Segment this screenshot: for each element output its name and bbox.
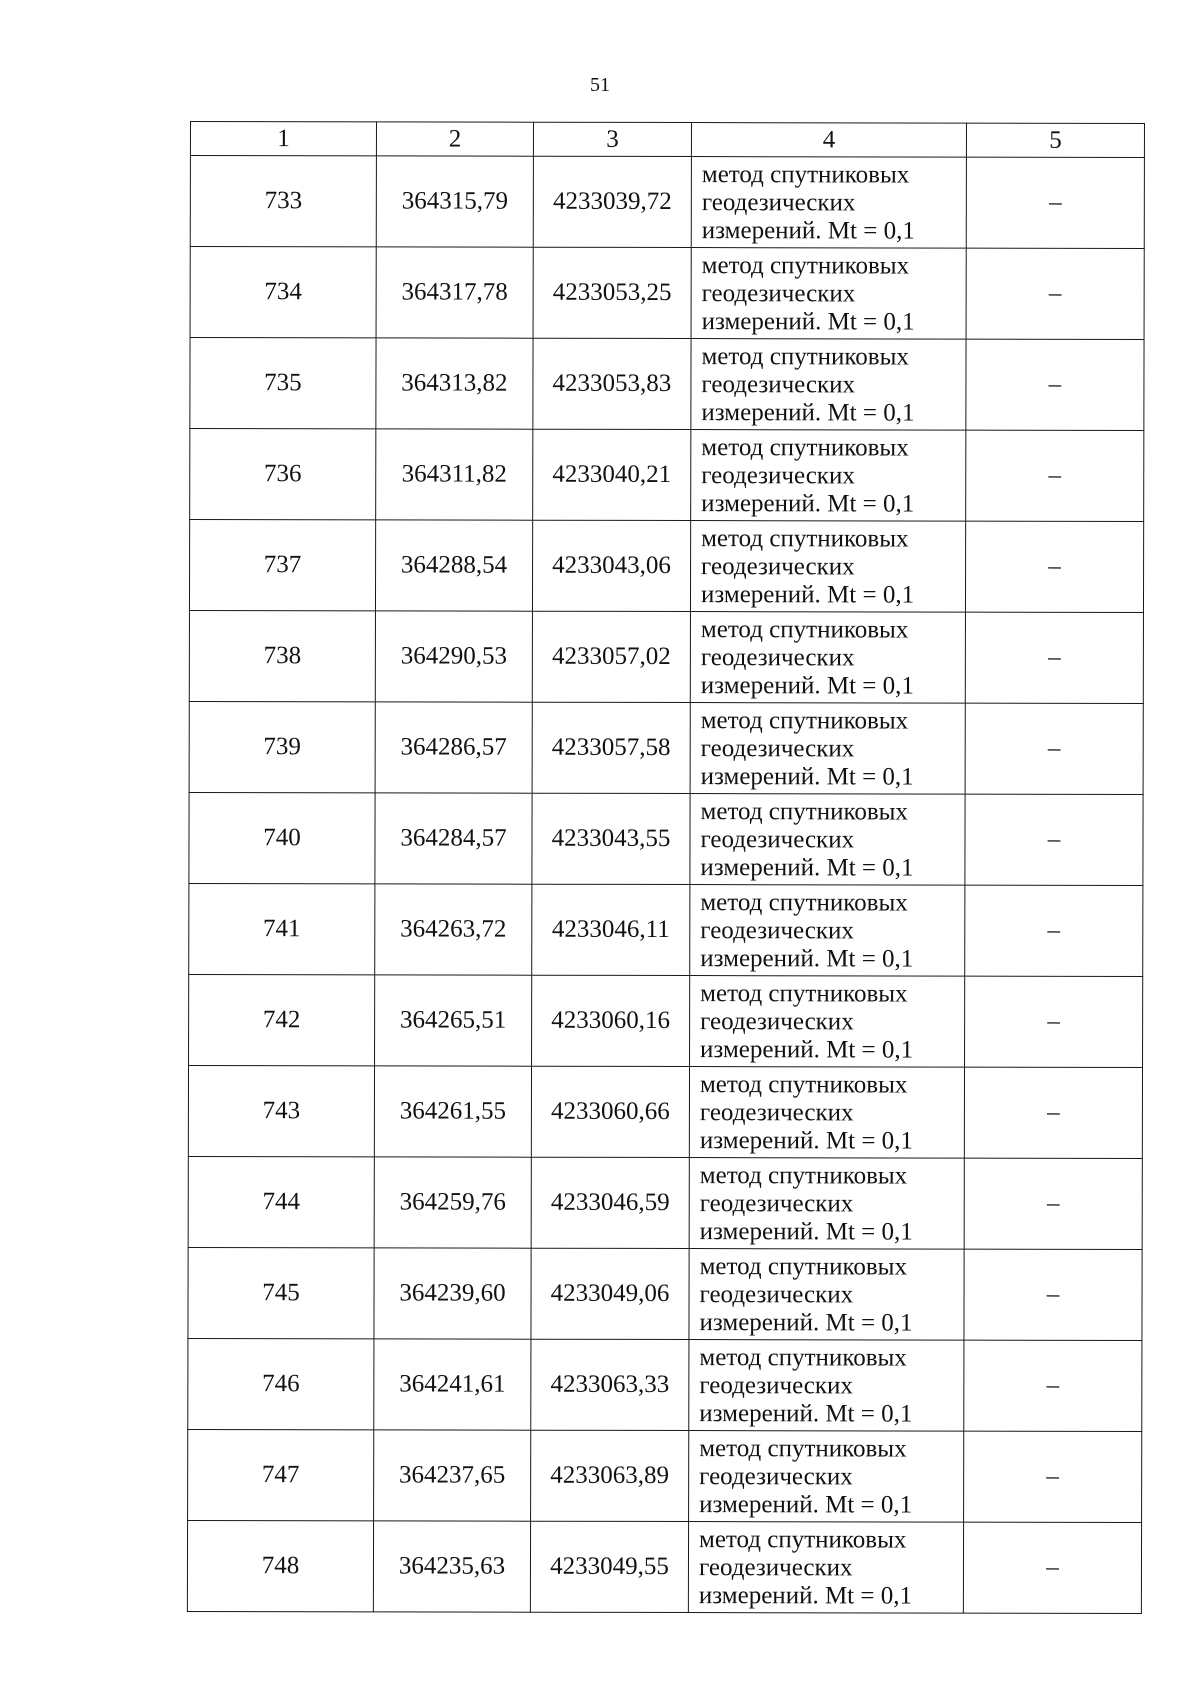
point-number-cell: 741 [189,883,375,974]
table-row [190,247,1144,340]
method-line: измерений. Mt = 0,1 [699,1127,913,1155]
method-line: геодезических [700,644,855,672]
method-line: метод спутниковых [699,1344,907,1372]
point-number-cell: 735 [190,338,376,429]
note-cell: – [966,339,1144,430]
table-row [190,429,1144,522]
method-cell [691,339,966,431]
method-line: метод спутниковых [701,434,909,462]
note-cell: – [965,612,1143,703]
point-number-cell: 738 [189,611,375,702]
table-row [189,701,1143,794]
table-header-row [190,122,1144,158]
method-cell [690,885,965,977]
point-number-cell: 739 [189,701,375,792]
point-number-cell: 743 [188,1065,374,1156]
method-line: измерений. Mt = 0,1 [700,945,914,973]
method-line: метод спутниковых [699,1162,908,1190]
method-line: метод спутниковых [701,525,909,553]
method-cell [690,976,965,1068]
point-number-cell: 742 [189,974,375,1065]
y-coordinate-cell: 4233053,25 [533,247,691,338]
method-line: метод спутниковых [699,1526,907,1554]
method-line: измерений. Mt = 0,1 [701,217,915,245]
x-coordinate-cell: 364284,57 [375,793,532,884]
column-header: 5 [966,123,1144,157]
point-number-cell: 736 [190,429,376,520]
y-coordinate-cell: 4233060,66 [531,1066,689,1157]
table-body [187,156,1144,1614]
note-cell: – [965,976,1143,1067]
note-cell: – [965,521,1143,612]
method-line: метод спутниковых [700,798,908,826]
method-line: метод спутниковых [701,252,910,280]
method-line: измерений. Mt = 0,1 [701,490,915,518]
method-line: метод спутниковых [699,1435,907,1463]
table-row [189,611,1143,704]
y-coordinate-cell: 4233043,55 [532,793,690,884]
method-cell [689,1158,964,1250]
table-row [189,883,1143,976]
table-row [187,1520,1141,1613]
x-coordinate-cell: 364265,51 [375,975,532,1066]
method-line: метод спутниковых [700,889,908,917]
table-row [188,1156,1142,1249]
method-cell [690,521,965,613]
method-cell [691,430,966,522]
point-number-cell: 733 [190,156,376,247]
method-line: геодезических [701,189,856,217]
method-line: геодезических [701,371,856,399]
x-coordinate-cell: 364290,53 [375,611,532,702]
page-number: 51 [590,74,610,96]
table-row [189,792,1143,885]
method-line: геодезических [701,462,855,490]
method-line: метод спутниковых [701,343,909,371]
table-row [188,1338,1142,1431]
method-line: метод спутниковых [699,1071,908,1099]
note-cell: – [966,430,1144,521]
method-line: геодезических [699,1099,854,1127]
method-line: геодезических [700,917,854,945]
y-coordinate-cell: 4233063,89 [531,1430,689,1521]
point-number-cell: 737 [189,520,375,611]
y-coordinate-cell: 4233046,11 [532,884,690,975]
table-row [188,1065,1142,1158]
method-line: геодезических [699,1281,854,1309]
table-row [190,156,1144,249]
y-coordinate-cell: 4233043,06 [532,520,690,611]
table-row [189,520,1143,613]
method-line: метод спутниковых [699,1253,908,1281]
method-line: геодезических [699,1372,853,1400]
method-line: геодезических [700,735,855,763]
method-cell [691,248,966,340]
note-cell: – [966,157,1144,248]
x-coordinate-cell: 364315,79 [376,156,533,247]
y-coordinate-cell: 4233039,72 [533,156,691,247]
note-cell: – [964,1340,1142,1431]
note-cell: – [965,885,1143,976]
note-cell: – [964,1158,1142,1249]
point-number-cell: 740 [189,792,375,883]
x-coordinate-cell: 364239,60 [374,1248,531,1339]
method-line: измерений. Mt = 0,1 [701,308,915,336]
method-line: метод спутниковых [700,707,909,735]
method-line: измерений. Mt = 0,1 [698,1582,913,1610]
method-cell [688,1522,963,1614]
y-coordinate-cell: 4233060,16 [532,975,690,1066]
note-cell: – [963,1522,1141,1613]
y-coordinate-cell: 4233049,06 [531,1248,689,1339]
x-coordinate-cell: 364313,82 [376,338,533,429]
x-coordinate-cell: 364235,63 [373,1521,530,1612]
y-coordinate-cell: 4233063,33 [531,1339,689,1430]
x-coordinate-cell: 364241,61 [374,1339,531,1430]
method-line: геодезических [701,553,855,581]
point-number-cell: 746 [188,1338,374,1429]
method-cell [691,157,966,249]
table-row [190,338,1144,431]
table-row [189,974,1143,1067]
method-cell [689,1067,964,1159]
column-header: 2 [376,122,533,156]
note-cell: – [964,1067,1142,1158]
method-line: измерений. Mt = 0,1 [699,1309,913,1337]
method-line: измерений. Mt = 0,1 [699,1400,913,1428]
method-cell [689,1431,964,1523]
note-cell: – [964,1431,1142,1522]
method-line: метод спутниковых [700,616,909,644]
y-coordinate-cell: 4233057,58 [532,702,690,793]
method-line: геодезических [701,280,856,308]
x-coordinate-cell: 364286,57 [375,702,532,793]
method-cell [690,794,965,886]
y-coordinate-cell: 4233049,55 [530,1521,688,1612]
x-coordinate-cell: 364261,55 [374,1066,531,1157]
point-number-cell: 744 [188,1156,374,1247]
x-coordinate-cell: 364237,65 [374,1430,531,1521]
method-line: измерений. Mt = 0,1 [700,672,914,700]
y-coordinate-cell: 4233046,59 [531,1157,689,1248]
method-line: измерений. Mt = 0,1 [700,763,914,791]
x-coordinate-cell: 364263,72 [375,884,532,975]
y-coordinate-cell: 4233040,21 [533,429,691,520]
column-header: 1 [190,122,376,156]
method-line: геодезических [700,826,855,854]
note-cell: – [966,248,1144,339]
x-coordinate-cell: 364311,82 [376,429,533,520]
note-cell: – [964,1249,1142,1340]
method-line: измерений. Mt = 0,1 [700,1036,914,1064]
column-header: 3 [533,122,691,156]
method-line: геодезических [698,1554,853,1582]
method-line: геодезических [699,1190,854,1218]
column-header: 4 [691,123,966,158]
point-number-cell: 747 [188,1429,374,1520]
method-line: измерений. Mt = 0,1 [699,1491,913,1519]
method-cell [690,703,965,795]
x-coordinate-cell: 364317,78 [376,247,533,338]
method-cell [689,1249,964,1341]
point-number-cell: 748 [187,1520,373,1611]
method-cell [689,1340,964,1432]
coordinates-table [187,121,1145,1614]
y-coordinate-cell: 4233053,83 [533,338,691,429]
method-line: метод спутниковых [701,161,910,189]
x-coordinate-cell: 364288,54 [375,520,532,611]
table-row [188,1247,1142,1340]
method-line: измерений. Mt = 0,1 [700,581,915,609]
method-line: геодезических [699,1463,853,1491]
point-number-cell: 745 [188,1247,374,1338]
x-coordinate-cell: 364259,76 [374,1157,531,1248]
table-row [188,1429,1142,1522]
point-number-cell: 734 [190,247,376,338]
method-line: геодезических [700,1008,854,1036]
method-line: измерений. Mt = 0,1 [699,1218,913,1246]
note-cell: – [965,794,1143,885]
method-line: измерений. Mt = 0,1 [701,399,915,427]
note-cell: – [965,703,1143,794]
method-cell [690,612,965,704]
method-line: измерений. Mt = 0,1 [700,854,914,882]
y-coordinate-cell: 4233057,02 [532,611,690,702]
method-line: метод спутниковых [700,980,908,1008]
